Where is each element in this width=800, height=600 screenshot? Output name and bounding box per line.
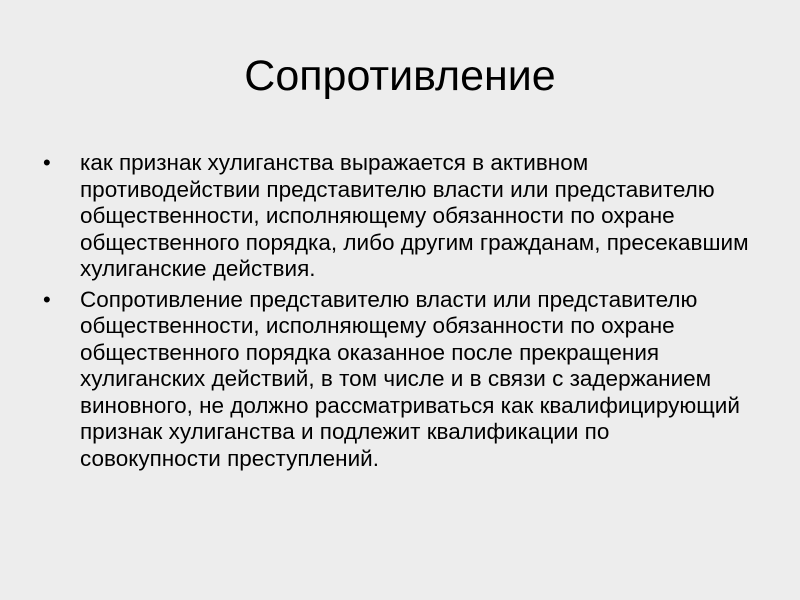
bullet-list <box>43 150 750 476</box>
bullet-item <box>43 150 750 283</box>
slide-title: Сопротивление <box>244 52 556 100</box>
bullet-item <box>43 286 750 473</box>
bullet-dot-icon: • <box>43 150 51 175</box>
bullet-dot-icon: • <box>43 286 51 312</box>
bullet-text: как признак хулиганства выражается в активном противодействии представителю власти или представителю общественности, исполняющему обязанности по охране общественного порядка, либо другим гражданам, пресекавшим хулиганские действия. <box>80 150 749 281</box>
bullet-text: Сопротивление представителю власти или представителю общественности, исполняющему обязанности по охране общественного порядка оказанное после прекращения хулиганских действий, в том числе и в связи с задержанием виновного, не должно рассматриваться как квалифицирующий признак хулиганства и подлежит квалификации по совокупности преступлений. <box>80 286 740 471</box>
